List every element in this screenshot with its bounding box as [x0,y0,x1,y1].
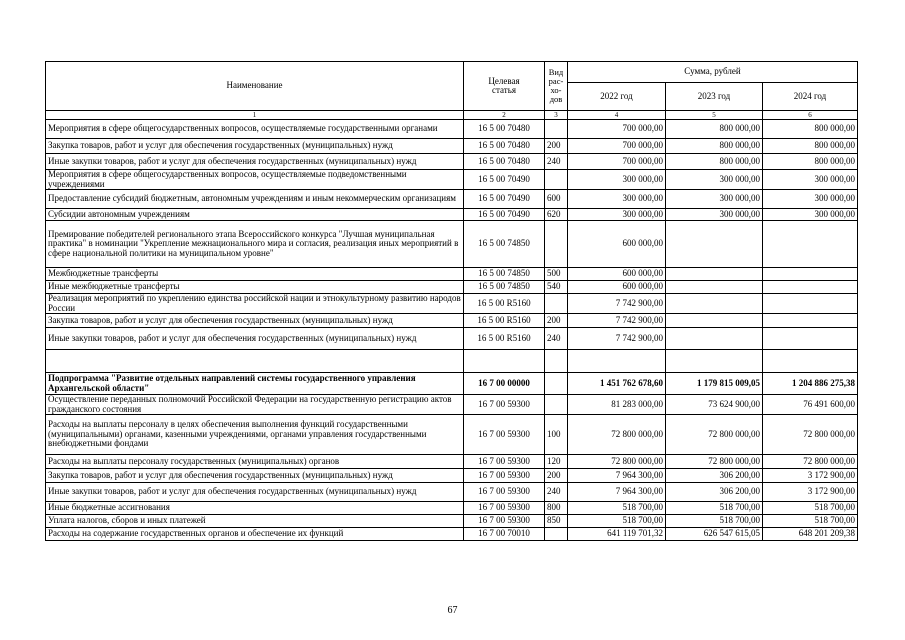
table-row [46,415,858,455]
row-sum-2024: 76 491 600,00 [763,395,858,415]
table-row [46,328,858,350]
row-target-article: 16 7 00 59300 [464,502,545,515]
row-expense-type: 240 [545,483,568,502]
row-sum-2023 [666,268,763,281]
row-name: Расходы на выплаты персоналу в целях обеспечения выполнения функций государственными (муниципальными) органами, казенными учреждениями, органами управления государственными внебюджетными фондами [46,415,464,455]
row-name: Расходы на выплаты персоналу государственных (муниципальных) органов [46,455,464,469]
row-name: Реализация мероприятий по укреплению единства российской нации и этнокультурному развитию народов России [46,294,464,314]
row-expense-type [545,350,568,373]
row-sum-2023: 306 200,00 [666,469,763,483]
column-index: 1 [46,111,464,120]
row-sum-2022: 300 000,00 [568,209,666,221]
header-year-2024: 2024 год [763,83,858,111]
header-expense-type: Вид рас- хо- дов [545,62,568,111]
row-target-article: 16 7 00 59300 [464,469,545,483]
row-sum-2024 [763,294,858,314]
row-name: Мероприятия в сфере общегосударственных вопросов, осуществляемые подведомственными учреждениями [46,170,464,190]
row-sum-2023: 300 000,00 [666,190,763,209]
row-name: Осуществление переданных полномочий Российской Федерации на государственную регистрацию актов гражданского состояния [46,395,464,415]
row-sum-2023 [666,314,763,328]
row-target-article: 16 5 00 R5160 [464,314,545,328]
row-target-article: 16 7 00 70010 [464,528,545,541]
table-row [46,209,858,221]
row-expense-type [545,528,568,541]
row-sum-2022: 7 964 300,00 [568,469,666,483]
row-expense-type: 200 [545,469,568,483]
row-name: Закупка товаров, работ и услуг для обеспечения государственных (муниципальных) нужд [46,139,464,154]
table-row [46,469,858,483]
row-sum-2024 [763,221,858,268]
header-year-2022: 2022 год [568,83,666,111]
row-sum-2022: 7 964 300,00 [568,483,666,502]
table-row [46,190,858,209]
row-sum-2024 [763,350,858,373]
row-sum-2023: 800 000,00 [666,120,763,139]
table-row [46,455,858,469]
row-expense-type: 120 [545,455,568,469]
table-row [46,483,858,502]
table-row [46,294,858,314]
row-sum-2024: 800 000,00 [763,139,858,154]
row-sum-2024: 518 700,00 [763,515,858,528]
row-target-article: 16 7 00 59300 [464,455,545,469]
row-sum-2023: 72 800 000,00 [666,415,763,455]
row-target-article: 16 5 00 74850 [464,268,545,281]
row-sum-2023 [666,221,763,268]
row-target-article: 16 7 00 00000 [464,373,545,395]
row-sum-2023 [666,281,763,294]
column-index: 2 [464,111,545,120]
row-expense-type: 850 [545,515,568,528]
row-sum-2024: 3 172 900,00 [763,483,858,502]
row-sum-2024: 300 000,00 [763,190,858,209]
table-row [46,170,858,190]
row-sum-2022: 518 700,00 [568,515,666,528]
row-expense-type [545,373,568,395]
row-target-article: 16 5 00 70490 [464,209,545,221]
row-sum-2023 [666,328,763,350]
row-target-article: 16 7 00 59300 [464,483,545,502]
row-sum-2022: 72 800 000,00 [568,415,666,455]
page-number: 67 [447,605,458,616]
row-sum-2024 [763,328,858,350]
row-sum-2023: 300 000,00 [666,170,763,190]
header-year-2023: 2023 год [666,83,763,111]
header-name: Наименование [46,62,464,111]
row-sum-2024: 648 201 209,38 [763,528,858,541]
row-sum-2024: 518 700,00 [763,502,858,515]
row-sum-2024: 72 800 000,00 [763,455,858,469]
row-expense-type [545,395,568,415]
table-row [46,373,858,395]
row-sum-2023 [666,350,763,373]
row-sum-2022: 7 742 900,00 [568,328,666,350]
row-sum-2024 [763,281,858,294]
row-target-article: 16 5 00 70480 [464,120,545,139]
row-sum-2022: 72 800 000,00 [568,455,666,469]
row-sum-2023: 306 200,00 [666,483,763,502]
row-target-article: 16 5 00 70480 [464,154,545,170]
table-row [46,120,858,139]
row-sum-2024 [763,314,858,328]
row-sum-2022: 7 742 900,00 [568,294,666,314]
table-row [46,139,858,154]
row-sum-2023: 800 000,00 [666,139,763,154]
row-target-article: 16 5 00 R5160 [464,328,545,350]
row-expense-type: 240 [545,154,568,170]
row-name: Закупка товаров, работ и услуг для обеспечения государственных (муниципальных) нужд [46,314,464,328]
row-expense-type: 240 [545,328,568,350]
row-name: Подпрограмма "Развитие отдельных направлений системы государственного управления Архангельской области" [46,373,464,395]
row-sum-2024: 3 172 900,00 [763,469,858,483]
row-sum-2024: 800 000,00 [763,120,858,139]
row-sum-2022: 518 700,00 [568,502,666,515]
table-row [46,515,858,528]
row-sum-2022: 600 000,00 [568,221,666,268]
row-expense-type: 200 [545,139,568,154]
row-sum-2022: 81 283 000,00 [568,395,666,415]
row-name: Иные закупки товаров, работ и услуг для обеспечения государственных (муниципальных) нужд [46,154,464,170]
table-row [46,314,858,328]
row-target-article: 16 5 00 R5160 [464,294,545,314]
row-target-article: 16 7 00 59300 [464,515,545,528]
row-sum-2022 [568,350,666,373]
row-target-article: 16 7 00 59300 [464,415,545,455]
table-body [46,120,858,541]
table-row [46,154,858,170]
row-name: Иные закупки товаров, работ и услуг для обеспечения государственных (муниципальных) нужд [46,328,464,350]
row-target-article: 16 5 00 70490 [464,170,545,190]
column-index: 5 [666,111,763,120]
row-name: Мероприятия в сфере общегосударственных вопросов, осуществляемые государственными органами [46,120,464,139]
column-index: 3 [545,111,568,120]
column-index: 6 [763,111,858,120]
row-name: Расходы на содержание государственных органов и обеспечение их функций [46,528,464,541]
row-sum-2024 [763,268,858,281]
table-row [46,281,858,294]
row-expense-type [545,170,568,190]
row-expense-type [545,120,568,139]
row-sum-2023: 73 624 900,00 [666,395,763,415]
row-sum-2022: 641 119 701,32 [568,528,666,541]
column-index-row [46,111,858,120]
row-sum-2022: 700 000,00 [568,120,666,139]
row-name: Субсидии автономным учреждениям [46,209,464,221]
row-target-article: 16 5 00 70490 [464,190,545,209]
column-index: 4 [568,111,666,120]
row-sum-2023: 518 700,00 [666,502,763,515]
table-row [46,221,858,268]
row-name: Иные бюджетные ассигнования [46,502,464,515]
table-row [46,350,858,373]
row-expense-type: 620 [545,209,568,221]
row-expense-type [545,221,568,268]
row-expense-type: 100 [545,415,568,455]
row-sum-2024: 300 000,00 [763,209,858,221]
row-expense-type [545,294,568,314]
row-sum-2023: 300 000,00 [666,209,763,221]
row-target-article: 16 7 00 59300 [464,395,545,415]
table-row [46,268,858,281]
row-sum-2023: 1 179 815 009,05 [666,373,763,395]
table-row [46,528,858,541]
row-sum-2022: 700 000,00 [568,139,666,154]
row-sum-2022: 700 000,00 [568,154,666,170]
row-expense-type: 800 [545,502,568,515]
row-target-article: 16 5 00 74850 [464,221,545,268]
row-sum-2022: 600 000,00 [568,281,666,294]
row-sum-2022: 1 451 762 678,60 [568,373,666,395]
row-sum-2022: 7 742 900,00 [568,314,666,328]
row-name: Премирование победителей регионального этапа Всероссийского конкурса "Лучшая муниципальная практика" в номинации "Укрепление межнационального мира и согласия, реализация иных мероприятий в сфере национальной политики на муниципальном уровне" [46,221,464,268]
row-sum-2024: 300 000,00 [763,170,858,190]
row-sum-2024: 800 000,00 [763,154,858,170]
row-sum-2022: 300 000,00 [568,170,666,190]
row-sum-2023: 800 000,00 [666,154,763,170]
table-row [46,502,858,515]
row-sum-2022: 600 000,00 [568,268,666,281]
budget-table [45,61,858,541]
row-sum-2023: 518 700,00 [666,515,763,528]
header-sum: Сумма, рублей [568,62,858,83]
row-sum-2022: 300 000,00 [568,190,666,209]
row-target-article: 16 5 00 70480 [464,139,545,154]
row-target-article: 16 5 00 74850 [464,281,545,294]
row-name: Межбюджетные трансферты [46,268,464,281]
row-expense-type: 540 [545,281,568,294]
row-target-article [464,350,545,373]
table-row [46,395,858,415]
row-sum-2024: 72 800 000,00 [763,415,858,455]
row-sum-2023 [666,294,763,314]
row-name: Иные закупки товаров, работ и услуг для обеспечения государственных (муниципальных) нужд [46,483,464,502]
row-sum-2023: 626 547 615,05 [666,528,763,541]
header-target-article: Целевая статья [464,62,545,111]
row-expense-type: 200 [545,314,568,328]
row-name: Уплата налогов, сборов и иных платежей [46,515,464,528]
row-name: Закупка товаров, работ и услуг для обеспечения государственных (муниципальных) нужд [46,469,464,483]
row-expense-type: 500 [545,268,568,281]
row-expense-type: 600 [545,190,568,209]
row-name: Иные межбюджетные трансферты [46,281,464,294]
row-name: Предоставление субсидий бюджетным, автономным учреждениям и иным некоммерческим организациям [46,190,464,209]
row-name [46,350,464,373]
row-sum-2023: 72 800 000,00 [666,455,763,469]
row-sum-2024: 1 204 886 275,38 [763,373,858,395]
